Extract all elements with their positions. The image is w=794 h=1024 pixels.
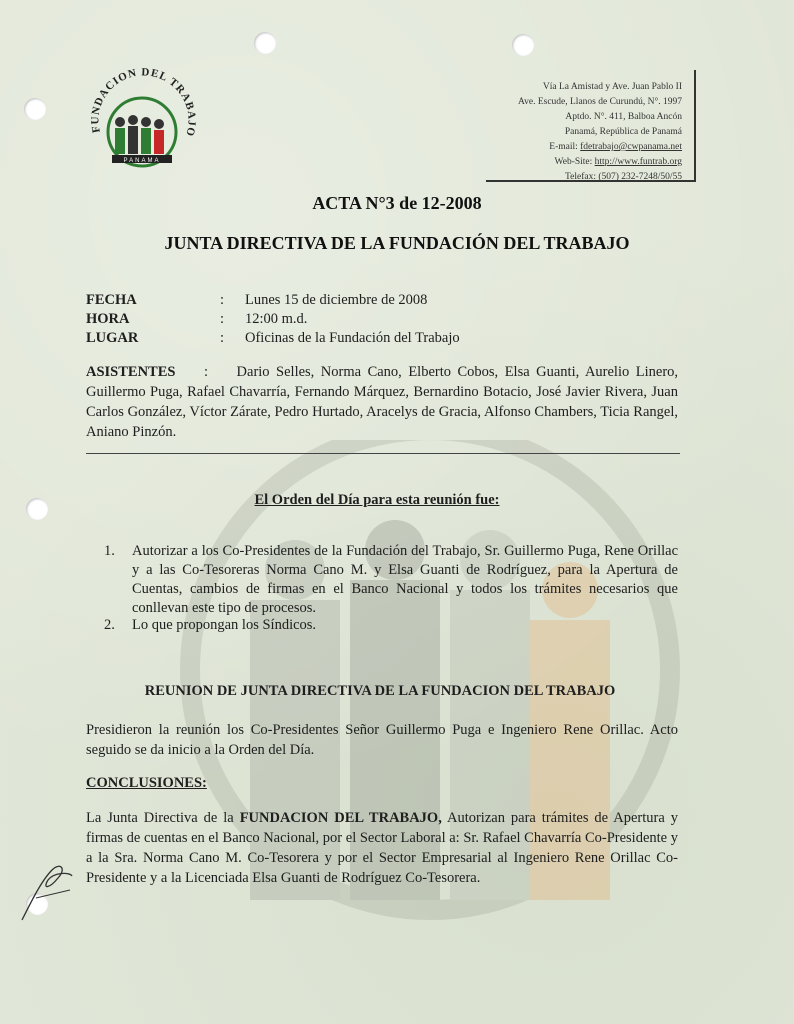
- agenda-item-number: 2.: [104, 617, 115, 633]
- conclusions-text-pre: La Junta Directiva de la: [86, 810, 240, 826]
- meta-separator: :: [220, 330, 225, 346]
- website-link[interactable]: http://www.funtrab.org: [594, 157, 682, 167]
- web-line: [518, 155, 682, 170]
- agenda-title: El Orden del Día para esta reunión fue:: [254, 492, 500, 508]
- logo-country-text: PANAMA: [123, 158, 161, 164]
- address-line: Aptdo. N°. 411, Balboa Ancón: [565, 112, 682, 122]
- document-subtitle: JUNTA DIRECTIVA DE LA FUNDACIÓN DEL TRABAJO: [164, 233, 630, 253]
- logo-ring-text: FUNDACION DEL TRABAJO: [89, 66, 198, 139]
- attendees-label: ASISTENTES: [86, 364, 176, 380]
- punch-hole: [24, 98, 46, 120]
- punch-hole: [512, 34, 534, 56]
- section-divider: [86, 453, 680, 454]
- address-line: Ave. Escude, Llanos de Curundú, N°. 1997: [517, 97, 682, 107]
- signature-mark: [12, 850, 92, 930]
- contact-header: [486, 70, 696, 182]
- email-label: E-mail:: [549, 142, 581, 152]
- conclusions-paragraph: [86, 808, 678, 888]
- punch-hole: [254, 32, 276, 54]
- meta-label: LUGAR: [86, 330, 139, 346]
- email-link[interactable]: fdetrabajo@cwpanama.net: [580, 142, 682, 152]
- meta-separator: :: [220, 292, 225, 308]
- meta-value: Lunes 15 de diciembre de 2008: [245, 292, 428, 308]
- meta-label: HORA: [86, 311, 130, 327]
- attendees-list: Dario Selles, Norma Cano, Elberto Cobos, Elsa Guanti, Aurelio Linero, Guillermo Puga, Rafael Chavarría, Fernando Márquez, Bernardino Botacio, José Javier Rivera, Juan Carlos González, Víctor Zárate, Pedro Hurtado, Aracelys de Gracia, Alfonso Chambers, Ticia Rangel, Aniano Pinzón.: [86, 364, 679, 440]
- address-block: [518, 80, 682, 185]
- meeting-paragraph: Presidieron la reunión los Co-Presidentes Señor Guillermo Puga e Ingeniero Rene Orillac. Acto seguido se da inicio a la Orden del Día.: [86, 722, 678, 758]
- meta-label: FECHA: [86, 292, 137, 308]
- document-title: ACTA N°3 de 12-2008: [312, 193, 482, 213]
- email-line: [518, 140, 682, 155]
- address-line: Panamá, República de Panamá: [564, 127, 682, 137]
- conclusions-heading: CONCLUSIONES:: [86, 775, 207, 791]
- agenda-item-number: 1.: [104, 543, 115, 559]
- agenda-item: [104, 542, 678, 618]
- phone-line: Telefax: (507) 232-7248/50/55: [564, 172, 682, 182]
- meta-separator: :: [220, 311, 225, 327]
- address-line: Vía La Amistad y Ave. Juan Pablo II: [542, 82, 682, 92]
- conclusions-org-name: FUNDACION DEL TRABAJO,: [239, 810, 442, 826]
- agenda-item-text: Autorizar a los Co-Presidentes de la Fundación del Trabajo, Sr. Guillermo Puga, Rene Orillac y a las Co-Tesoreras Norma Cano M. y Elsa Guanti de Rodríguez, para la Apertura de Cuentas, cambios de firmas en el Banco Nacional y todos los trámites necesarios que conllevan este tipo de procesos.: [132, 543, 678, 616]
- agenda-item: [104, 616, 678, 635]
- meta-value: Oficinas de la Fundación del Trabajo: [245, 330, 460, 346]
- svg-text:FUNDACION DEL TRABAJO: [89, 66, 197, 138]
- web-label: Web-Site:: [554, 157, 595, 167]
- agenda-item-text: Lo que propongan los Síndicos.: [132, 617, 317, 633]
- foundation-logo: [82, 62, 202, 182]
- meeting-heading: REUNION DE JUNTA DIRECTIVA DE LA FUNDACION DEL TRABAJO: [144, 683, 616, 699]
- attendees-paragraph: [86, 362, 678, 442]
- conclusions-text-post: Autorizan para trámites de Apertura y firmas de cuentas en el Banco Nacional, por el Sector Laboral a: Sr. Rafael Chavarría Co-Presidente y a la Sra. Norma Cano M. Co-Tesorera y por el Sector Empresarial al Ingeniero Rene Orillac Co-Presidente y a la Licenciada Elsa Guanti de Rodríguez Co-Tesorera.: [86, 810, 678, 886]
- meta-value: 12:00 m.d.: [245, 311, 308, 327]
- attendees-separator: :: [203, 364, 209, 380]
